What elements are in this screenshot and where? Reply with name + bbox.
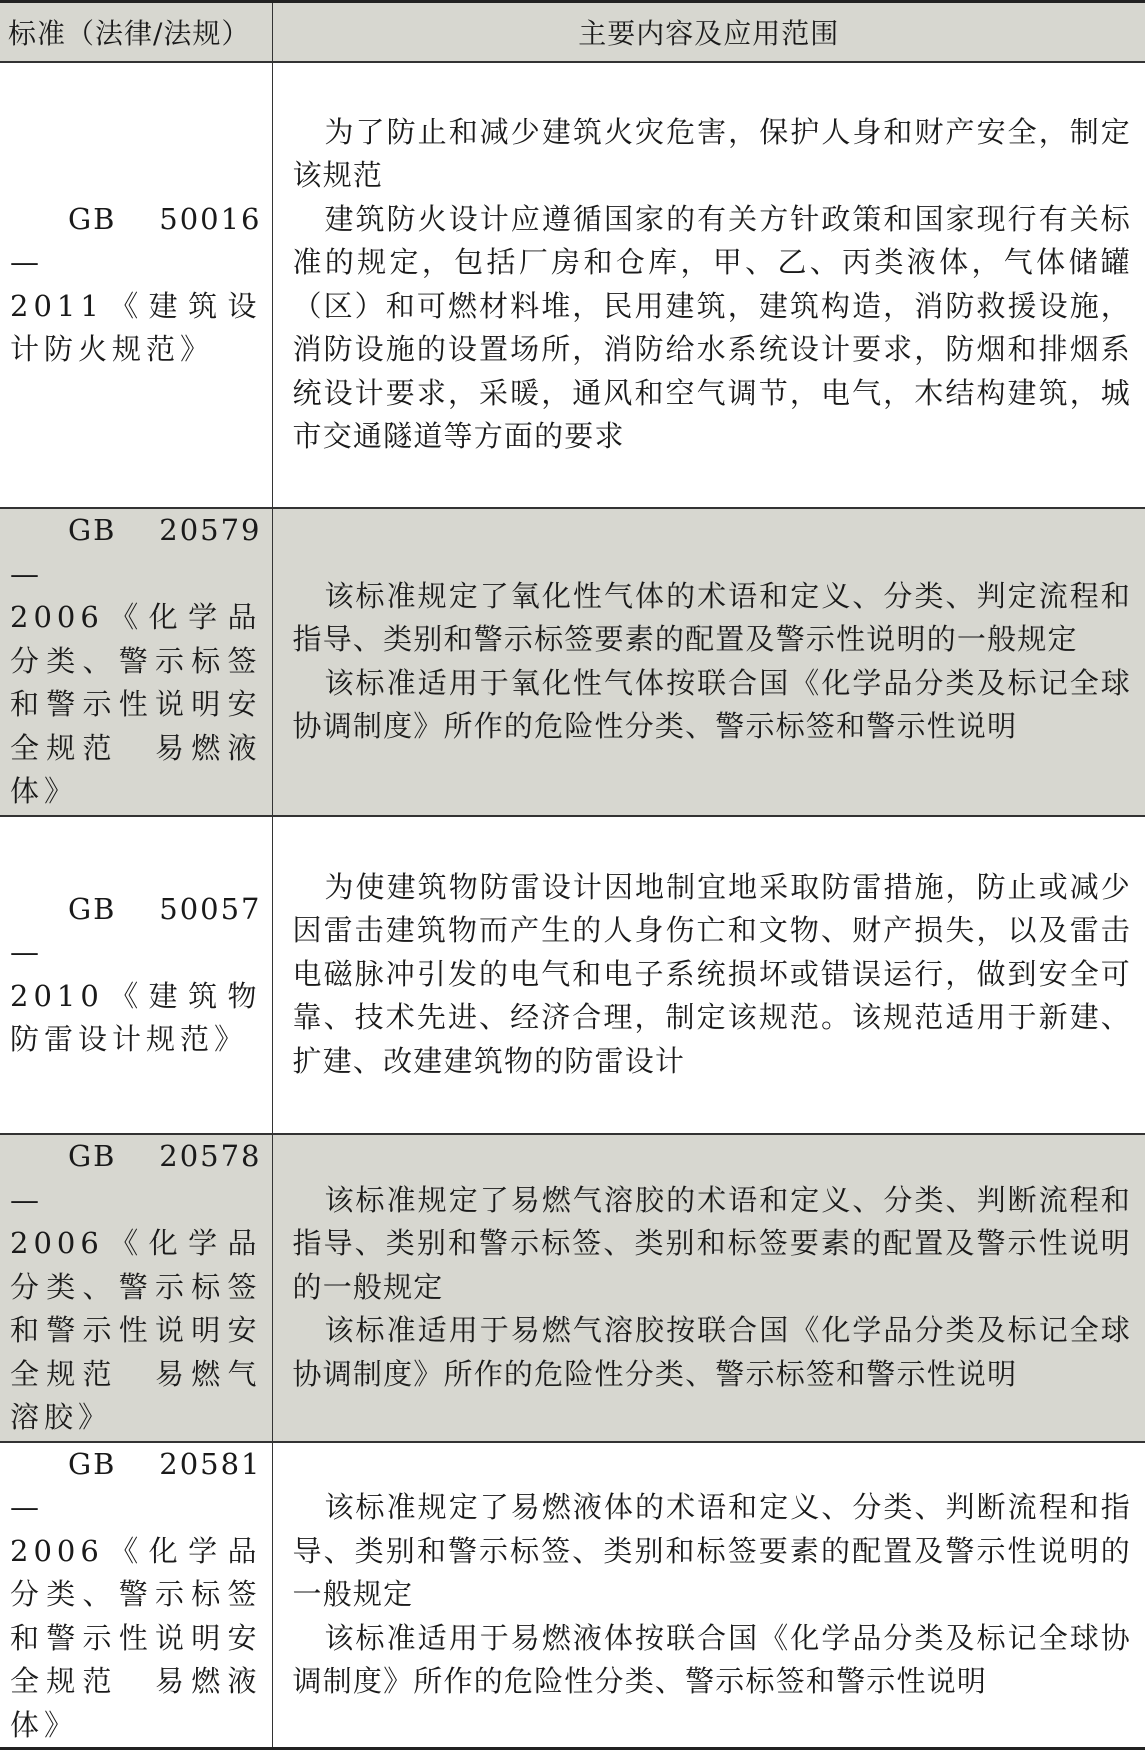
standard-code: GB 20579— [10, 513, 262, 591]
table-row [0, 1134, 1145, 1442]
table-row [0, 1442, 1145, 1749]
content-cell [272, 62, 1145, 508]
standard-cell [0, 816, 272, 1134]
standard-name: 2011《建筑设计防火规范》 [10, 288, 262, 366]
standard-name: 2006《化学品分类、警示标签和警示性说明安全规范 易燃气溶胶》 [10, 1226, 262, 1435]
content-cell [272, 816, 1145, 1134]
standard-cell [0, 1134, 272, 1442]
content-cell [272, 1442, 1145, 1749]
content-paragraph: 为使建筑物防雷设计因地制宜地采取防雷措施，防止或减少因雷击建筑物而产生的人身伤亡和文物、财产损失，以及雷击电磁脉冲引发的电气和电子系统损坏或错误运行，做到安全可靠、技术先进、经济合理，制定该规范。该规范适用于新建、扩建、改建建筑物的防雷设计 [292, 869, 1131, 1078]
content-cell [272, 1134, 1145, 1442]
table-row [0, 816, 1145, 1134]
content-paragraph: 该标准适用于氧化性气体按联合国《化学品分类及标记全球协调制度》所作的危险性分类、警示标签和警示性说明 [292, 665, 1131, 743]
standard-code: GB 50057— [10, 891, 262, 969]
standard-cell [0, 62, 272, 508]
header-content: 主要内容及应用范围 [272, 2, 1145, 62]
content-paragraph: 该标准规定了易燃气溶胶的术语和定义、分类、判断流程和指导、类别和警示标签、类别和标签要素的配置及警示性说明的一般规定 [292, 1182, 1131, 1304]
table-header [0, 2, 1145, 62]
content-paragraph: 该标准适用于易燃液体按联合国《化学品分类及标记全球协调制度》所作的危险性分类、警示标签和警示性说明 [292, 1620, 1131, 1698]
content-paragraph: 该标准规定了氧化性气体的术语和定义、分类、判定流程和指导、类别和警示标签要素的配置及警示性说明的一般规定 [292, 578, 1131, 656]
content-paragraph: 该标准适用于易燃气溶胶按联合国《化学品分类及标记全球协调制度》所作的危险性分类、警示标签和警示性说明 [292, 1313, 1131, 1391]
standard-cell [0, 1442, 272, 1749]
table-row [0, 62, 1145, 508]
standard-name: 2006《化学品分类、警示标签和警示性说明安全规范 易燃液体》 [10, 1533, 262, 1742]
standard-name: 2006《化学品分类、警示标签和警示性说明安全规范 易燃液体》 [10, 600, 262, 809]
table-body [0, 62, 1145, 1749]
standard-code: GB 20581— [10, 1446, 262, 1524]
standard-code: GB 50016— [10, 201, 262, 279]
standard-code: GB 20578— [10, 1139, 262, 1217]
standard-name: 2010《建筑物防雷设计规范》 [10, 978, 262, 1056]
content-paragraph: 该标准规定了易燃液体的术语和定义、分类、判断流程和指导、类别和警示标签、类别和标签要素的配置及警示性说明的一般规定 [292, 1490, 1131, 1611]
table-row [0, 508, 1145, 816]
header-standard: 标准（法律/法规） [0, 2, 272, 62]
content-cell [272, 508, 1145, 816]
standard-cell [0, 508, 272, 816]
content-paragraph: 为了防止和减少建筑火灾危害，保护人身和财产安全，制定该规范 [292, 114, 1131, 192]
content-paragraph: 建筑防火设计应遵循国家的有关方针政策和国家现行有关标准的规定，包括厂房和仓库，甲、乙、丙类液体，气体储罐（区）和可燃材料堆，民用建筑，建筑构造，消防救援设施，消防设施的设置场所，消防给水系统设计要求，防烟和排烟系统设计要求，采暖，通风和空气调节，电气，木结构建筑，城市交通隧道等方面的要求 [292, 201, 1131, 453]
header-row [0, 2, 1145, 62]
